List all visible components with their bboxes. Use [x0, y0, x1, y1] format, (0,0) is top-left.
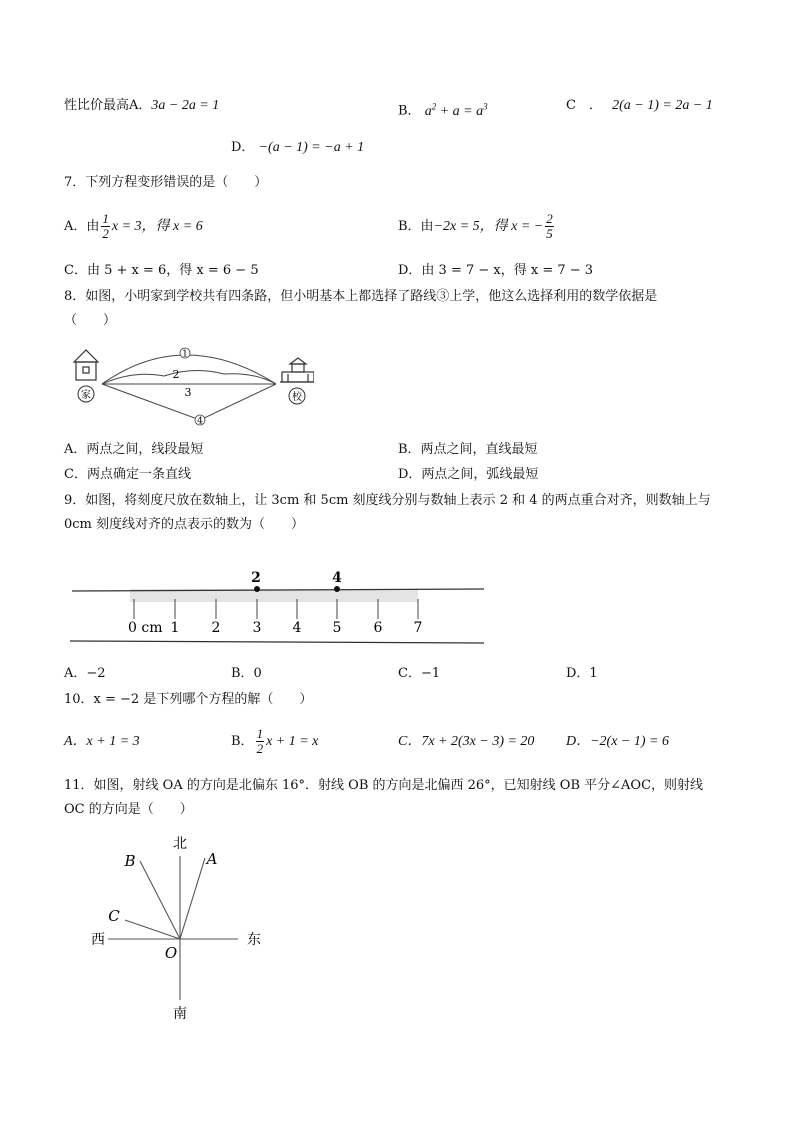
fraction-denominator: 2: [256, 741, 264, 756]
q7-option-a: [64, 212, 203, 242]
q6-option-d-label: D．: [231, 140, 255, 155]
q9-option-c: C．−1: [398, 666, 441, 681]
ruler-label-5: 5: [332, 620, 342, 636]
south-label: 南: [173, 1006, 187, 1022]
ruler-label-6: 6: [373, 620, 383, 636]
q6-option-c: [566, 97, 713, 115]
q10-option-a: [64, 733, 140, 751]
axis-point-4: [334, 586, 340, 592]
ruler-label-3: 3: [252, 620, 262, 636]
q6-option-b-exp1: 2: [431, 101, 437, 111]
fraction-numerator: 2: [546, 211, 553, 226]
q7-option-b: [398, 212, 556, 242]
q6-option-b-label: B．: [398, 103, 421, 119]
q7-option-a-rest: x = 3，得 x = 6: [111, 219, 203, 234]
q6-option-a-expr: 3a − 2a = 1: [151, 98, 220, 113]
q8-route-figure: [64, 336, 314, 436]
q6-option-a-label: A．: [129, 98, 152, 113]
q6-options-row: [64, 97, 219, 115]
q9-option-d: D．1: [566, 666, 598, 681]
q11-stem-line1: 11．如图，射线 OA 的方向是北偏东 16°．射线 OB 的方向是北偏西 26°，已知射线 OB 平分∠AOC，则射线: [64, 778, 704, 793]
axis-label-2: 2: [251, 570, 261, 586]
q8-option-d: D．两点之间，弧线最短: [398, 467, 539, 482]
q6-option-b-mid: + a = a: [436, 103, 484, 119]
q8-option-c: C．两点确定一条直线: [64, 467, 191, 482]
route-2-label: 2: [172, 368, 180, 381]
route-4-label: 4: [197, 416, 203, 427]
q6-option-d-expr: −(a − 1) = −a + 1: [258, 140, 365, 155]
q10-option-c-text: C．7x + 2(3x − 3) = 20: [398, 734, 535, 749]
q7-option-a-label: A．由: [64, 219, 100, 234]
q10-option-b-rest: x + 1 = x: [266, 734, 319, 749]
axis-label-4: 4: [332, 570, 342, 586]
ruler-label-2: 2: [211, 620, 221, 636]
fraction-numerator: 1: [102, 211, 109, 226]
q10-option-c: [398, 733, 534, 751]
q7-option-c: C．由 5 + x = 6，得 x = 6 − 5: [64, 263, 259, 278]
house-icon: [74, 350, 98, 380]
q7-option-b-label: B．由: [398, 219, 434, 234]
lower-border-line: [70, 641, 484, 643]
point-c-label: C: [108, 907, 120, 925]
q10-option-d-text: D．−2(x − 1) = 6: [566, 734, 669, 749]
q7-option-b-mid: −2x = 5，得 x = −: [433, 219, 544, 234]
q8-option-b: B．两点之间，直线最短: [398, 442, 538, 457]
q8-stem-line1: 8．如图，小明家到学校共有四条路，但小明基本上都选择了路线③上学，他这么选择利用的数学依据是: [64, 289, 658, 304]
q7-option-d: D．由 3 = 7 − x，得 x = 7 − 3: [398, 263, 594, 278]
q10-option-b-label: B．: [231, 734, 254, 749]
q8-stem-line2: （ ）: [64, 313, 117, 328]
north-label: 北: [173, 836, 187, 852]
q9-option-b: B．0: [231, 666, 262, 681]
route-1-label: 1: [182, 349, 188, 360]
school-label: 校: [292, 392, 302, 403]
ruler-label-4: 4: [292, 620, 302, 636]
q6-option-d: [231, 139, 364, 157]
q6-option-b-exp2: 3: [483, 101, 488, 111]
q11-direction-figure: [80, 828, 280, 1028]
fraction-denominator: 5: [546, 226, 553, 241]
q7-option-b-fraction: [545, 212, 554, 241]
q7-stem: 7．下列方程变形错误的是（ ）: [64, 175, 268, 190]
q6-option-b: [398, 97, 488, 121]
q6-option-c-expr: 2(a − 1) = 2a − 1: [612, 98, 713, 113]
q9-stem-line1: 9．如图，将刻度尺放在数轴上，让 3cm 和 5cm 刻度线分别与数轴上表示 2 和 4 的两点重合对齐，则数轴上与: [64, 493, 711, 508]
origin-label: O: [164, 944, 178, 962]
home-label: 家: [81, 390, 91, 401]
q10-stem: 10．x = −2 是下列哪个方程的解（ ）: [64, 692, 313, 707]
q10-option-d: [566, 733, 669, 751]
q7-option-a-fraction: [101, 212, 110, 241]
west-label: 西: [91, 932, 105, 948]
q8-option-a: A．两点之间，线段最短: [64, 442, 204, 457]
route-3-label: 3: [184, 386, 192, 399]
fraction-denominator: 2: [102, 226, 109, 241]
ruler-label-7: 7: [413, 620, 423, 636]
q10-option-a-text: A．x + 1 = 3: [64, 734, 140, 749]
ray-oa: [180, 858, 205, 939]
route-1: [102, 355, 276, 384]
q9-ruler-figure: [64, 565, 494, 655]
q9-stem-line2: 0cm 刻度线对齐的点表示的数为（ ）: [64, 517, 305, 532]
q11-stem-line2: OC 的方向是（ ）: [64, 802, 193, 817]
q6-option-b-base: a: [424, 103, 432, 119]
q6-prefix: 性比价最高: [64, 98, 130, 113]
fraction-numerator: 1: [256, 726, 264, 741]
q9-option-a: A．−2: [64, 666, 106, 681]
ruler-label-1: 1: [170, 620, 180, 636]
q10-option-b: [231, 727, 318, 757]
east-label: 东: [247, 932, 261, 948]
school-icon: [280, 358, 314, 382]
route-2: [102, 370, 276, 384]
point-b-label: B: [124, 852, 136, 870]
q10-option-b-fraction: [256, 727, 265, 756]
point-a-label: A: [206, 850, 218, 868]
q6-option-c-label: C ．: [566, 98, 602, 113]
ruler-label-0: 0 cm: [128, 620, 163, 636]
axis-point-2: [254, 586, 260, 592]
